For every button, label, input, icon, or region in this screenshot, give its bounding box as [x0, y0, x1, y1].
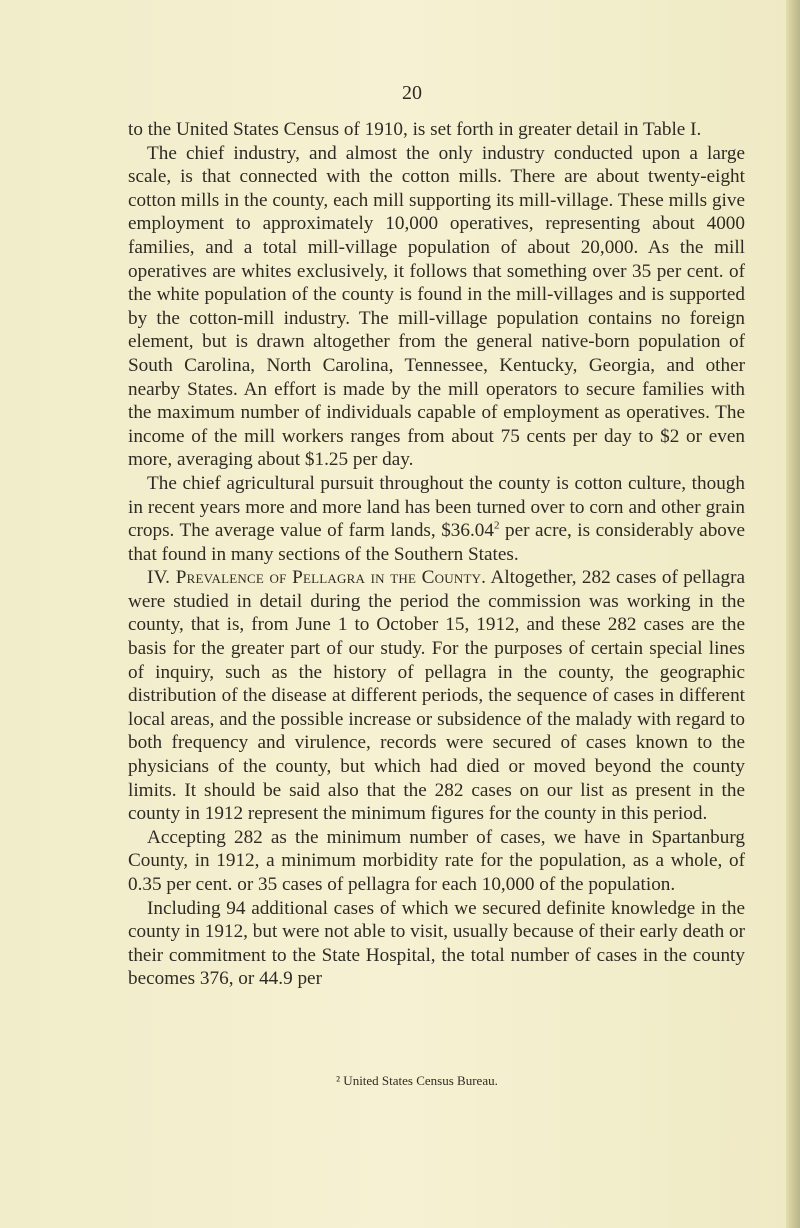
paragraph-5: Accepting 282 as the minimum number of cases, we have in Spartanburg County, in 1912, a minimum morbidity rate for the population, as a whole, of 0.35 per cent. or 35 cases of pellagra for each 10,000 of the population. [128, 826, 745, 895]
footnote-marker: 2 [493, 519, 500, 532]
page-edge [786, 0, 800, 1228]
paragraph-4 [128, 566, 745, 826]
paragraph-2: The chief industry, and almost the only industry conducted upon a large scale, is that connected with the cotton mills. There are about twenty-eight cotton mills in the county, each mill supporting its mill-village. These mills give employment to approximately 10,000 operatives, representing about 4000 families, and a total mill-village population of about 20,000. As the mill operatives are whites exclusively, it follows that something over 35 per cent. of the white population of the county is found in the mill-villages and is supported by the cotton-mill industry. The mill-village population contains no foreign element, but is drawn altogether from the general native-born population of South Carolina, North Carolina, Tennessee, Kentucky, Georgia, and other nearby States. An effort is made by the mill operators to secure families with the maximum number of individuals capable of employment as operatives. The income of the mill workers ranges from about 75 cents per day to $2 or even more, averaging about $1.25 per day. [128, 142, 745, 471]
paragraph-3-text: The chief agricultural pursuit throughout the county is cotton culture, though in recent years more and more land has been turned over to corn and other grain crops. The average value of farm lands, $36.04 [128, 472, 745, 542]
paragraph-4-text: Altogether, 282 cases of pellagra were studied in detail during the period the commission was working in the county, that is, from June 1 to October 15, 1912, and these 282 cases are the basis for the greater part of our study. For the purposes of certain special lines of inquiry, such as the history of pellagra in the county, the geographic distribution of the disease at different periods, the sequence of cases in different local areas, and the possible increase or subsidence of the malady with regard to both frequency and virulence, records were secured of cases known to the physicians of the county, but which had died or moved beyond the county limits. It should be said also that the 282 cases on our list as present in the county in 1912 represent the minimum figures for the county in this period. [128, 567, 745, 825]
paragraph-3 [128, 472, 745, 566]
paragraph-3-text-end: per acre, is considerably above that found in many sections of the Southern States. [128, 520, 745, 565]
section-heading: IV. Prevalence of Pellagra in the County. [147, 567, 487, 589]
paragraph-1: to the United States Census of 1910, is set forth in greater detail in Table I. [128, 119, 702, 140]
page-number: 20 [402, 82, 422, 104]
body-text [128, 118, 745, 991]
paragraph-6: Including 94 additional cases of which we secured definite knowledge in the county in 1912, but were not able to visit, usually because of their early death or their commitment to the State Hospital, the total number of cases in the county becomes 376, or 44.9 per [128, 897, 745, 990]
footnote: ² United States Census Bureau. [336, 1073, 498, 1088]
